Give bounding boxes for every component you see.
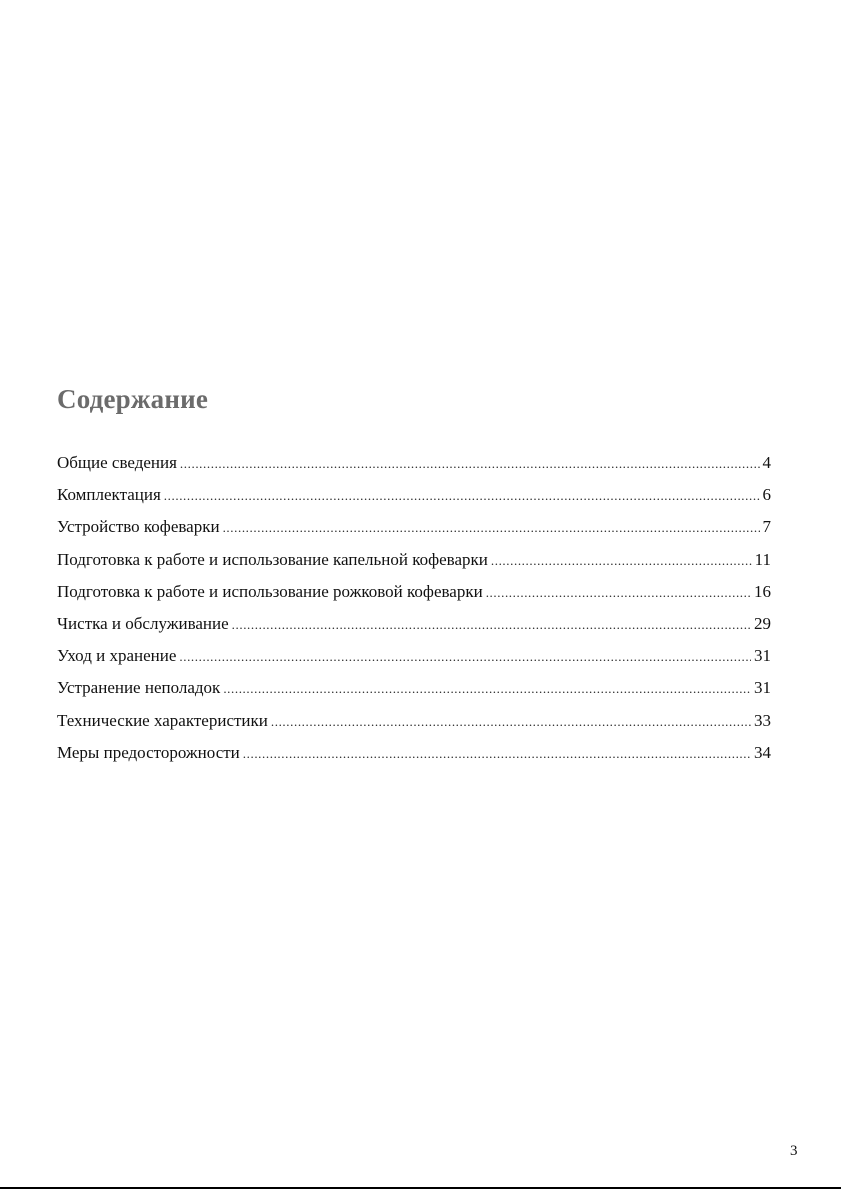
toc-dot-leader [486,580,751,606]
toc-entry-label: Чистка и обслуживание [57,613,229,633]
toc-entry-label: Подготовка к работе и использование рожковой кофеварки [57,581,483,601]
toc-entry-label: Общие сведения [57,453,177,472]
toc-dot-leader [243,741,751,767]
toc-dot-leader [271,709,751,735]
toc-entry-page: 4 [762,453,771,472]
toc-dot-leader [180,451,760,477]
toc-entry-label: Устройство кофеварки [57,517,220,537]
toc-entry[interactable] [57,450,771,482]
toc-entry[interactable] [57,708,771,740]
toc-dot-leader [223,515,760,541]
toc-entry-page: 11 [754,549,771,569]
toc-entry-label: Устранение неполадок [57,678,221,698]
toc-entry-label: Уход и хранение [57,646,177,666]
toc-entry-page: 16 [754,581,771,601]
toc-entry-page: 31 [754,646,771,666]
toc-entry-label: Технические характеристики [57,710,268,730]
toc-dot-leader [179,644,751,670]
toc-entry-page: 7 [762,517,771,537]
toc-entry-page: 31 [754,678,771,698]
toc-entry-page: 33 [754,710,771,730]
toc-entry[interactable] [57,514,771,546]
toc-entry[interactable] [57,740,771,772]
toc-dot-leader [164,483,760,509]
toc-entry-page: 29 [754,613,771,633]
toc-entry[interactable] [57,482,771,514]
toc-entry[interactable] [57,675,771,707]
toc-entry-page: 6 [762,485,771,505]
toc-dot-leader [223,676,751,702]
toc-entry-label: Комплектация [57,485,161,505]
toc-entry-page: 34 [754,742,771,762]
page-number: 3 [790,1143,798,1159]
toc-dot-leader [232,612,751,638]
bottom-divider [0,1187,841,1189]
toc-entry[interactable] [57,579,771,611]
toc-dot-leader [491,548,752,574]
page-title: Содержание [57,384,209,414]
toc-entry-label: Подготовка к работе и использование капельной кофеварки [57,549,488,569]
table-of-contents [57,450,771,772]
toc-entry[interactable] [57,611,771,643]
toc-entry-label: Меры предосторожности [57,742,240,762]
toc-entry[interactable] [57,547,771,579]
toc-entry[interactable] [57,643,771,675]
